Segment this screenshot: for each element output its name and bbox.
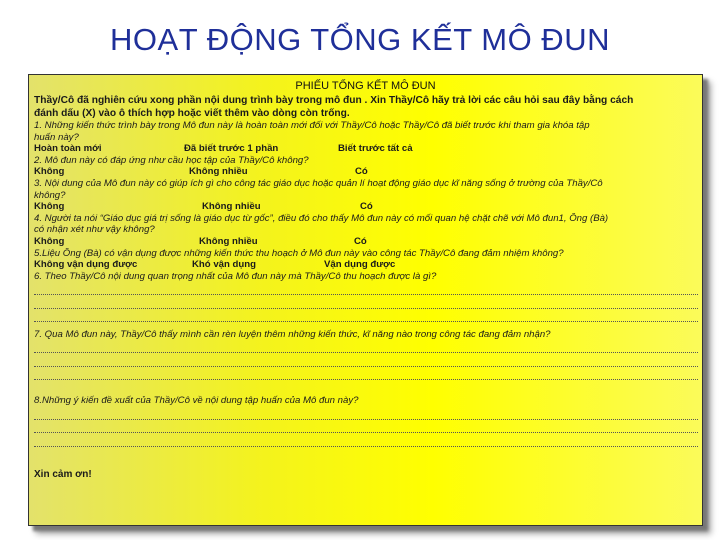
- answer-line[interactable]: [34, 341, 698, 354]
- option-not-much[interactable]: Không nhiều: [189, 166, 248, 178]
- option-hard-to-apply[interactable]: Khó vận dụng: [192, 259, 256, 271]
- question-5-options: [34, 259, 698, 271]
- question-1-cont: huấn này?: [34, 131, 79, 143]
- answer-line[interactable]: [34, 282, 698, 295]
- question-2-options: [34, 166, 698, 178]
- question-5: 5.Liệu Ông (Bà) có vận dụng được những kiến thức thu hoạch ở Mô đun này vào công tác Thầy/Cô đang đảm nhiệm không?: [34, 247, 564, 259]
- option-no[interactable]: Không: [34, 235, 65, 247]
- option-no[interactable]: Không: [34, 166, 65, 178]
- question-1: 1. Những kiến thức trình bày trong Mô đun này là hoàn toàn mới đối với Thầy/Cô hoặc Thầy/Cô đã biết trước khi tham gia khóa tập: [34, 120, 590, 131]
- question-3-cont: không?: [34, 189, 66, 201]
- question-2: 2. Mô đun này có đáp ứng như cầu học tập của Thầy/Cô không?: [34, 154, 309, 166]
- question-3: 3. Nội dung của Mô đun này có giúp ích gì cho công tác giáo dục hoặc quản lí hoạt động giáo dục kĩ năng sống ở trường của Thầy/Cô: [34, 177, 603, 189]
- intro-line-1: Thầy/Cô đã nghiên cứu xong phần nội dung trình bày trong mô đun . Xin Thầy/Cô hãy trả lời các câu hỏi sau đây bằng cách: [34, 95, 634, 106]
- option-yes[interactable]: Có: [354, 235, 367, 247]
- question-7: 7. Qua Mô đun này, Thầy/Cô thấy mình cần rèn luyện thêm những kiến thức, kĩ năng nào trong công tác đang đảm nhận?: [34, 329, 551, 341]
- option-yes[interactable]: Có: [360, 201, 373, 213]
- form-title: PHIẾU TỔNG KẾT MÔ ĐUN: [295, 80, 436, 92]
- summary-form: [28, 74, 703, 526]
- option-cannot-apply[interactable]: Không vận dụng được: [34, 259, 138, 271]
- closing-text: Xin cảm ơn!: [34, 468, 92, 480]
- question-3-options: [34, 201, 698, 213]
- question-4: 4. Người ta nói “Giáo dục giá trị sống là giáo dục từ gốc”, điều đó cho thấy Mô đun này có mối quan hệ chặt chẽ với Mô đun1, Ông (Bà): [34, 212, 609, 224]
- question-4-options: [34, 236, 698, 248]
- answer-line[interactable]: [34, 310, 698, 323]
- option-not-much[interactable]: Không nhiều: [202, 201, 261, 213]
- option-no[interactable]: Không: [34, 201, 65, 213]
- intro-line-2: đánh dấu (X) vào ô thích hợp hoặc viết thêm vào dòng còn trống.: [34, 108, 350, 119]
- answer-line[interactable]: [34, 368, 698, 381]
- form-body: [29, 94, 702, 480]
- option-brand-new[interactable]: Hoàn toàn mới: [34, 143, 102, 155]
- question-1-options: [34, 143, 698, 155]
- answer-line[interactable]: [34, 354, 698, 367]
- option-can-apply[interactable]: Vận dụng được: [324, 259, 396, 271]
- question-4-cont: có nhận xét như vậy không?: [34, 224, 155, 236]
- option-partly-known[interactable]: Đã biết trước 1 phần: [184, 143, 279, 155]
- option-not-much[interactable]: Không nhiều: [199, 235, 258, 247]
- answer-line[interactable]: [34, 407, 698, 420]
- question-6: 6. Theo Thầy/Cô nội dung quan trọng nhất của Mô đun này mà Thầy/Cô thu hoạch được là gì?: [34, 270, 437, 282]
- page-title: HOẠT ĐỘNG TỔNG KẾT MÔ ĐUN: [110, 22, 610, 57]
- answer-line[interactable]: [34, 296, 698, 309]
- question-8: 8.Những ý kiến đề xuất của Thầy/Cô về nội dung tập huấn của Mô đun này?: [34, 395, 359, 407]
- option-yes[interactable]: Có: [355, 166, 368, 178]
- answer-line[interactable]: [34, 421, 698, 434]
- answer-line[interactable]: [34, 434, 698, 447]
- option-all-known[interactable]: Biết trước tất cả: [338, 143, 413, 155]
